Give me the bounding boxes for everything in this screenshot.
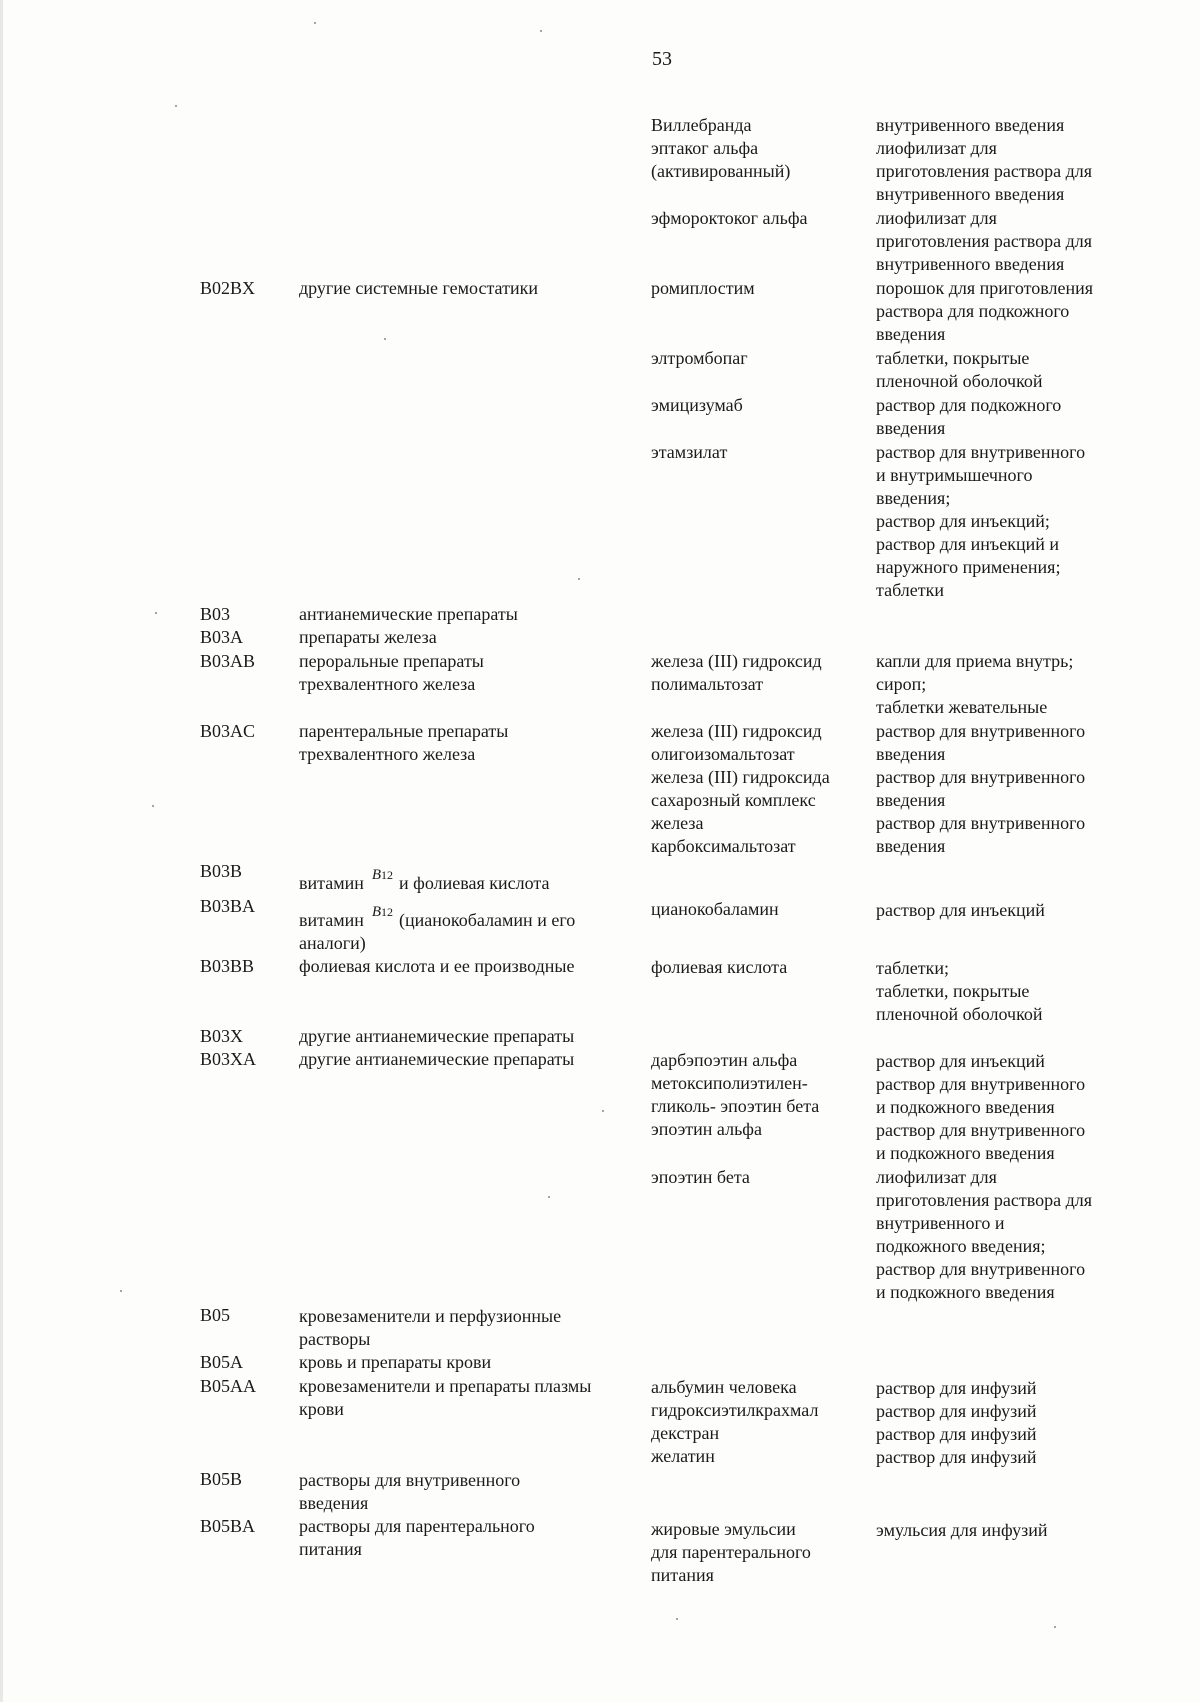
dosage-form: раствор для внутривенного bbox=[876, 442, 1086, 462]
dosage-form: таблетки bbox=[876, 580, 945, 600]
dosage-form: введения bbox=[876, 836, 946, 856]
drug-name: этамзилат bbox=[651, 442, 728, 462]
dosage-form: раствор для инфузий bbox=[876, 1424, 1037, 1444]
atc-description: крови bbox=[299, 1399, 344, 1419]
dosage-form: введения bbox=[876, 790, 946, 810]
atc-code: B03B bbox=[200, 861, 243, 881]
drug-name: железа (III) гидроксида bbox=[651, 767, 830, 787]
drug-name: эпоэтин бета bbox=[651, 1167, 750, 1187]
desc-text: витамин bbox=[299, 910, 364, 930]
scan-speck bbox=[602, 1110, 604, 1112]
page-number: 53 bbox=[652, 48, 672, 70]
drug-name: сахарозный комплекс bbox=[651, 790, 816, 810]
atc-description: введения bbox=[299, 1493, 369, 1513]
scan-speck bbox=[578, 578, 580, 580]
drug-name: гликоль- эпоэтин бета bbox=[651, 1096, 820, 1116]
dosage-form: приготовления раствора для bbox=[876, 1190, 1092, 1210]
dosage-form: раствор для инфузий bbox=[876, 1401, 1037, 1421]
atc-description: растворы bbox=[299, 1329, 371, 1349]
drug-name: декстран bbox=[651, 1423, 720, 1443]
drug-name: эфмороктоког альфа bbox=[651, 208, 808, 228]
scan-speck bbox=[152, 805, 154, 807]
dosage-form: таблетки, покрытые bbox=[876, 981, 1030, 1001]
dosage-form: внутривенного введения bbox=[876, 254, 1065, 274]
dosage-form: капли для приема внутрь; bbox=[876, 651, 1074, 671]
dosage-form: раствор для внутривенного bbox=[876, 813, 1086, 833]
dosage-form: внутривенного введения bbox=[876, 184, 1065, 204]
dosage-form: раствор для инфузий bbox=[876, 1447, 1037, 1467]
atc-code: B03XA bbox=[200, 1049, 257, 1069]
dosage-form: внутривенного и bbox=[876, 1213, 1005, 1233]
vitamin-letter: B bbox=[371, 867, 382, 883]
drug-name: ромиплостим bbox=[651, 278, 755, 298]
atc-code: B03BB bbox=[200, 956, 255, 976]
drug-name: желатин bbox=[651, 1446, 715, 1466]
desc-text: витамин bbox=[299, 873, 364, 893]
dosage-form: лиофилизат для bbox=[876, 208, 997, 228]
atc-description: другие антианемические препараты bbox=[299, 1026, 575, 1046]
scan-speck bbox=[120, 1290, 122, 1292]
dosage-form: раствор для внутривенного bbox=[876, 721, 1086, 741]
dosage-form: приготовления раствора для bbox=[876, 161, 1092, 181]
atc-description bbox=[299, 904, 576, 934]
drug-name: элтромбопаг bbox=[651, 348, 748, 368]
dosage-form: введения bbox=[876, 324, 946, 344]
atc-code: B05BA bbox=[200, 1516, 256, 1536]
vitamin-symbol bbox=[372, 904, 393, 920]
drug-name: железа (III) гидроксид bbox=[651, 721, 822, 741]
atc-description: питания bbox=[299, 1539, 362, 1559]
dosage-form: порошок для приготовления bbox=[876, 278, 1094, 298]
atc-description: другие системные гемостатики bbox=[299, 278, 538, 298]
atc-description: препараты железа bbox=[299, 627, 437, 647]
dosage-form: подкожного введения; bbox=[876, 1236, 1046, 1256]
dosage-form: эмульсия для инфузий bbox=[876, 1520, 1048, 1540]
dosage-form: раствор для инъекций и bbox=[876, 534, 1059, 554]
atc-code: B03AB bbox=[200, 651, 256, 671]
drug-name: альбумин человека bbox=[651, 1377, 797, 1397]
dosage-form: введения; bbox=[876, 488, 951, 508]
drug-name: для парентерального bbox=[651, 1542, 811, 1562]
drug-name: эпоэтин альфа bbox=[651, 1119, 762, 1139]
dosage-form: введения bbox=[876, 744, 946, 764]
atc-code: B03X bbox=[200, 1026, 244, 1046]
dosage-form: таблетки, покрытые bbox=[876, 348, 1030, 368]
dosage-form: раствор для внутривенного bbox=[876, 1074, 1086, 1094]
atc-description: антианемические препараты bbox=[299, 604, 518, 624]
drug-name: дарбэпоэтин альфа bbox=[651, 1050, 798, 1070]
drug-name: железа (III) гидроксид bbox=[651, 651, 822, 671]
drug-name: железа bbox=[651, 813, 704, 833]
dosage-form: раствор для внутривенного bbox=[876, 1259, 1086, 1279]
vitamin-letter: B bbox=[371, 904, 382, 920]
dosage-form: сироп; bbox=[876, 674, 927, 694]
drug-name: эмицизумаб bbox=[651, 395, 743, 415]
drug-name: полимальтозат bbox=[651, 674, 764, 694]
atc-description: растворы для парентерального bbox=[299, 1516, 535, 1536]
dosage-form: таблетки; bbox=[876, 958, 950, 978]
atc-code: B02BX bbox=[200, 278, 256, 298]
dosage-form: наружного применения; bbox=[876, 557, 1061, 577]
atc-code: B03AC bbox=[200, 721, 256, 741]
vitamin-subscript: 12 bbox=[381, 868, 394, 882]
vitamin-symbol bbox=[372, 867, 393, 883]
atc-description: растворы для внутривенного bbox=[299, 1470, 521, 1490]
drug-name: карбоксимальтозат bbox=[651, 836, 796, 856]
atc-description: фолиевая кислота и ее производные bbox=[299, 956, 575, 976]
drug-name: (активированный) bbox=[651, 161, 791, 181]
drug-name: фолиевая кислота bbox=[651, 957, 788, 977]
scan-speck bbox=[540, 30, 542, 32]
dosage-form: раствор для инъекций bbox=[876, 1051, 1045, 1071]
atc-code: B05 bbox=[200, 1305, 231, 1325]
atc-description: пероральные препараты bbox=[299, 651, 484, 671]
atc-code: B05B bbox=[200, 1469, 243, 1489]
atc-description: трехвалентного железа bbox=[299, 674, 476, 694]
dosage-form: лиофилизат для bbox=[876, 138, 997, 158]
scan-speck bbox=[155, 612, 157, 614]
dosage-form: и подкожного введения bbox=[876, 1282, 1055, 1302]
dosage-form: раствора для подкожного bbox=[876, 301, 1070, 321]
dosage-form: раствор для инъекций bbox=[876, 900, 1045, 920]
dosage-form: раствор для внутривенного bbox=[876, 1120, 1086, 1140]
drug-name: жировые эмульсии bbox=[651, 1519, 796, 1539]
drug-name: олигоизомальтозат bbox=[651, 744, 795, 764]
atc-description: кровь и препараты крови bbox=[299, 1352, 492, 1372]
atc-code: B05A bbox=[200, 1352, 244, 1372]
dosage-form: раствор для подкожного bbox=[876, 395, 1062, 415]
drug-name: гидроксиэтилкрахмал bbox=[651, 1400, 819, 1420]
dosage-form: и внутримышечного bbox=[876, 465, 1033, 485]
dosage-form: раствор для инъекций; bbox=[876, 511, 1050, 531]
atc-description: кровезаменители и препараты плазмы bbox=[299, 1376, 592, 1396]
dosage-form: пленочной оболочкой bbox=[876, 371, 1043, 391]
atc-description: парентеральные препараты bbox=[299, 721, 509, 741]
drug-name: питания bbox=[651, 1565, 714, 1585]
dosage-form: и подкожного введения bbox=[876, 1097, 1055, 1117]
atc-code: B03BA bbox=[200, 896, 256, 916]
atc-description: трехвалентного железа bbox=[299, 744, 476, 764]
dosage-form: и подкожного введения bbox=[876, 1143, 1055, 1163]
desc-text: (цианокобаламин и его bbox=[399, 910, 576, 930]
dosage-form: раствор для инфузий bbox=[876, 1378, 1037, 1398]
scan-edge bbox=[0, 0, 3, 1702]
dosage-form: раствор для внутривенного bbox=[876, 767, 1086, 787]
drug-name: Виллебранда bbox=[651, 115, 752, 135]
vitamin-subscript: 12 bbox=[381, 905, 394, 919]
scan-speck bbox=[1054, 1626, 1056, 1628]
drug-name: эптаког альфа bbox=[651, 138, 759, 158]
dosage-form: таблетки жевательные bbox=[876, 697, 1048, 717]
dosage-form: лиофилизат для bbox=[876, 1167, 997, 1187]
atc-description: кровезаменители и перфузионные bbox=[299, 1306, 562, 1326]
scan-speck bbox=[676, 1618, 678, 1620]
scan-speck bbox=[384, 338, 386, 340]
atc-code: B03 bbox=[200, 604, 231, 624]
dosage-form: внутривенного введения bbox=[876, 115, 1065, 135]
dosage-form: введения bbox=[876, 418, 946, 438]
drug-name: цианокобаламин bbox=[651, 899, 779, 919]
desc-text: и фолиевая кислота bbox=[399, 873, 550, 893]
atc-description: аналоги) bbox=[299, 933, 366, 953]
scan-speck bbox=[314, 22, 316, 24]
dosage-form: приготовления раствора для bbox=[876, 231, 1092, 251]
drug-name: метоксиполиэтилен- bbox=[651, 1073, 808, 1093]
atc-code: B03A bbox=[200, 627, 244, 647]
atc-description bbox=[299, 867, 550, 897]
scan-speck bbox=[175, 105, 177, 107]
scan-speck bbox=[548, 1196, 550, 1198]
atc-code: B05AA bbox=[200, 1376, 257, 1396]
atc-description: другие антианемические препараты bbox=[299, 1049, 575, 1069]
dosage-form: пленочной оболочкой bbox=[876, 1004, 1043, 1024]
